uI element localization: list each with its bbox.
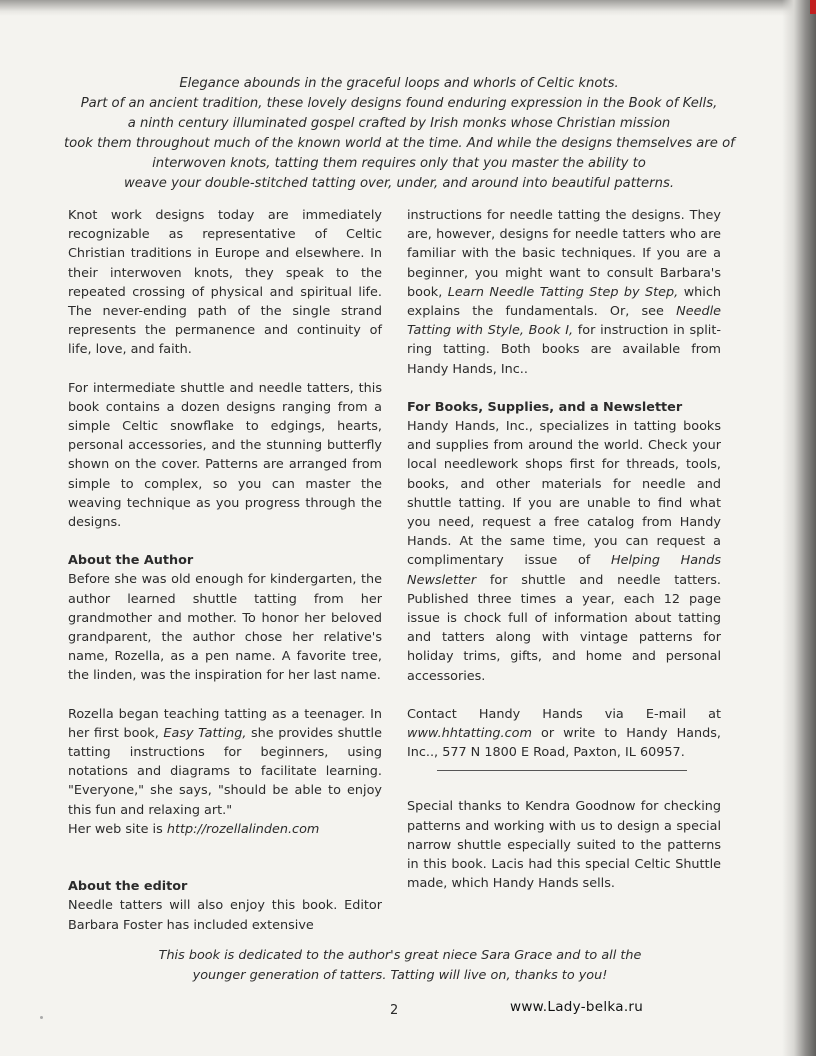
website-link[interactable]: http://rozellalinden.com [166,821,320,837]
page-top-shadow [0,0,816,16]
page-number: 2 [390,1003,399,1018]
books-supplies-paragraph: Handy Hands, Inc., specializes in tatting books and supplies from around the world. Check your local needlework shops first for threads, tools, books, and other materials for needle and shuttle tatting. If you are unable to find what you need, request a free catalog from Handy Hands. At the same time, you can request a complimentary issue of Helping Hands Newsletter for shuttle and needle tatters. Published three times a year, each 12 page issue is chock full of information about tatting and tatters along with vintage patterns for holiday trims, gifts, and home and personal accessories. [407,419,721,684]
about-editor-paragraph: Needle tatters will also enjoy this book. Editor Barbara Foster has included extensive [68,898,382,933]
section-divider [437,770,687,771]
knot-work-paragraph: Knot work designs today are immediately recognizable as representative of Celtic Christian traditions in Europe and elsewhere. In their interwoven knots, they speak to the repeated crossing of physical and spiritual life. The never-ending path of the single strand represents the permanence and continuity of life, love, and faith. [68,208,382,358]
about-editor-heading: About the editor [68,879,188,895]
intro-line: a ninth century illuminated gospel crafted by Irish monks whose Christian mission [127,116,671,131]
teaching-paragraph: Rozella began teaching tatting as a teenager. In her first book, Easy Tatting, she provides shuttle tatting instructions for beginners, using notations and diagrams to facilitate learning. "Everyone," she says, "should be able to enjoy this fun and relaxing art." [68,706,382,818]
about-author-heading: About the Author [68,553,194,569]
edge-marker [810,0,816,14]
book-contents-paragraph: For intermediate shuttle and needle tatters, this book contains a dozen designs ranging from a simple Celtic snowflake to edgings, hearts, personal accessories, and the stunning butterfly shown on the cover. Patterns are arranged from simple to complex, so you can master the weaving technique as you progress through the designs. [68,380,382,531]
learn-needle-tatting-title: Learn Needle Tatting Step by Step, [447,284,679,300]
contact-link[interactable]: www.hhtatting.com [407,726,532,742]
newsletter-title: Helping Hands Newsletter [407,553,721,588]
right-column [407,206,721,913]
dedication [100,946,700,986]
needle-instructions-paragraph: instructions for needle tatting the designs. They are, however, designs for needle tatters who are familiar with the basic techniques. If you are a beginner, you might want to consult Barbara's book, Learn Needle Tatting Step by Step, which explains the fundamentals. Or, see Needle Tatting with Style, Book I, for instruction in split-ring tatting. Both books are available from Handy Hands, Inc.. [407,208,721,377]
intro-line: Elegance abounds in the graceful loops and whorls of Celtic knots. [179,76,619,91]
intro-line: interwoven knots, tatting them requires only that you master the ability to [152,156,646,171]
contact-paragraph: Contact Handy Hands via E-mail at www.hhtatting.com or write to Handy Hands, Inc.., 577 N 1800 E Road, Paxton, IL 60957. [407,706,721,761]
about-author-paragraph: Before she was old enough for kindergarten, the author learned shuttle tatting from her grandmother and mother. To honor her beloved grandparent, the author chose her relative's name, Rozella, as a pen name. A favorite tree, the linden, was the inspiration for her last name. [68,572,382,684]
watermark: www.Lady-belka.ru [510,999,644,1015]
easy-tatting-title: Easy Tatting, [163,725,247,741]
dedication-line: This book is dedicated to the author's great niece Sara Grace and to all the [158,948,642,963]
speck [40,1016,43,1019]
intro-line: weave your double-stitched tatting over, under, and around into beautiful patterns. [123,176,675,191]
dedication-line: younger generation of tatters. Tatting will live on, thanks to you! [192,968,608,983]
page-binding-shadow [782,0,816,1056]
books-supplies-heading: For Books, Supplies, and a Newsletter [407,399,683,415]
needle-tatting-with-style-title: Needle Tatting with Style, Book I, [407,304,721,339]
special-thanks-paragraph: Special thanks to Kendra Goodnow for checking patterns and working with us to design a special narrow shuttle especially suited to the patterns in this book. Lacis had this special Celtic Shuttle made, which Handy Hands sells. [407,799,721,892]
left-column [68,206,382,954]
website-line: Her web site is http://rozellalinden.com [68,821,320,837]
intro-paragraph [64,74,734,194]
intro-line: took them throughout much of the known world at the time. And while the designs themselves are of [64,136,735,151]
intro-line: Part of an ancient tradition, these lovely designs found enduring expression in the Book of Kells, [80,96,718,111]
